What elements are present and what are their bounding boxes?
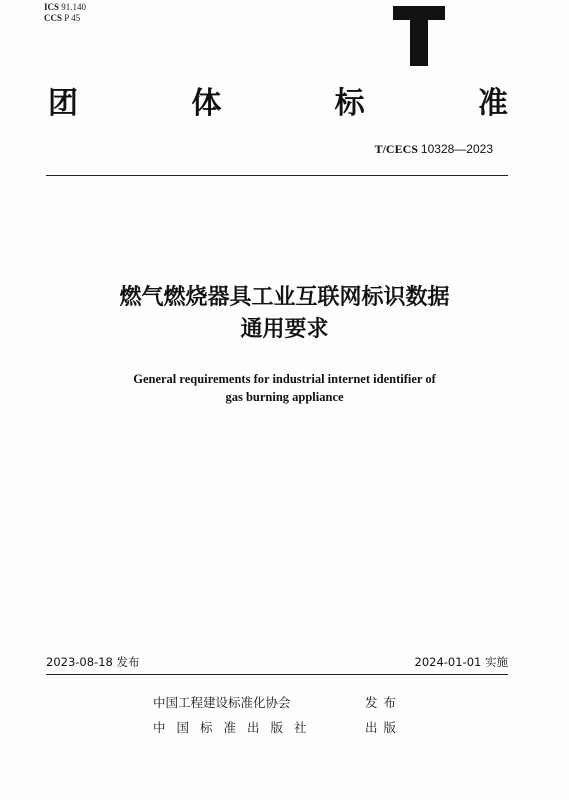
ics-value: 91.140 (61, 2, 87, 12)
standard-type-heading (48, 84, 508, 124)
publisher-name: 中国标准出版社 (153, 720, 318, 735)
ccs-value: P 45 (64, 13, 81, 23)
publisher-row (153, 690, 413, 715)
title-english-line-2: gas burning appliance (225, 390, 344, 404)
date-row (46, 654, 508, 670)
issue-date: 2023-08-18 发布 (46, 655, 140, 669)
top-divider (46, 175, 508, 176)
standard-type-char: 团 (48, 86, 78, 121)
standard-number (375, 142, 493, 157)
bottom-divider (46, 674, 508, 675)
ccs-code (44, 13, 86, 24)
publisher-role: 发布 (365, 695, 403, 710)
publisher-row (153, 715, 413, 740)
title-english (0, 370, 569, 406)
title-chinese-line-1: 燃气燃烧器具工业互联网标识数据 (119, 285, 450, 310)
standard-number-code: 10328—2023 (420, 142, 493, 156)
effective-date: 2024-01-01 实施 (414, 655, 508, 669)
standard-type-logo (393, 6, 445, 66)
title-english-line-1: General requirements for industrial internet identifier of (133, 372, 436, 386)
publisher-role: 出版 (365, 720, 403, 735)
classification-codes (44, 2, 86, 24)
title-chinese (0, 282, 569, 346)
publisher-name: 中国工程建设标准化协会 (153, 695, 291, 710)
logo-t-stem (410, 18, 428, 66)
ics-label: ICS (44, 2, 60, 12)
standard-type-char: 准 (477, 86, 508, 121)
standard-type-char: 标 (334, 86, 365, 121)
publisher-block (153, 690, 413, 740)
ccs-label: CCS (44, 13, 63, 23)
standard-type-char: 体 (191, 86, 222, 121)
standard-number-prefix: T/CECS (374, 142, 418, 156)
ics-code (44, 2, 86, 13)
title-chinese-line-2: 通用要求 (240, 317, 329, 342)
